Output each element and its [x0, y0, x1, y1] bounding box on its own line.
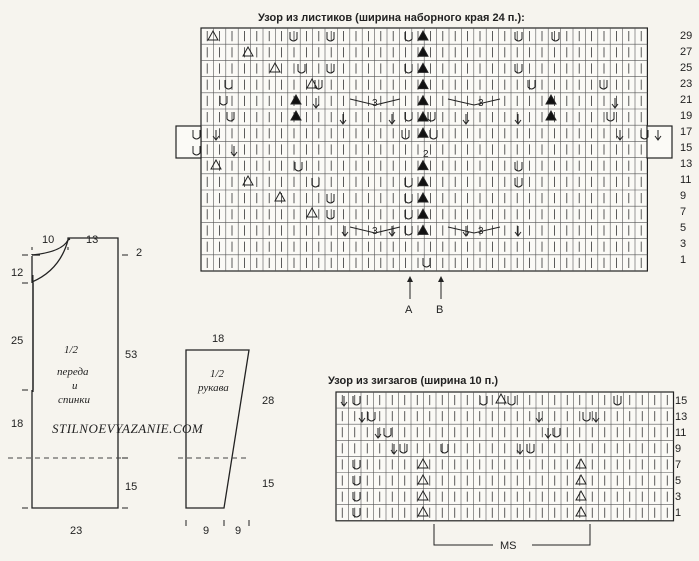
- chart1-row-29: 29: [680, 30, 693, 42]
- chart2-row-15: 15: [675, 395, 688, 407]
- body-neck-depth: 12: [11, 267, 24, 279]
- chart1-row-23: 23: [680, 78, 693, 90]
- chart1-title: Узор из листиков (ширина наборного края 24 п.):: [258, 12, 525, 24]
- chart1-cable-number-right-bottom: 3: [478, 226, 484, 237]
- chart1-center-numeral: 2: [423, 149, 429, 160]
- body-top-right: 13: [86, 234, 99, 246]
- marker-a-label: A: [405, 304, 413, 316]
- body-total-height: 53: [125, 349, 138, 361]
- sleeve-name-1: 1/2: [210, 368, 225, 380]
- sleeve-name-2: рукава: [198, 382, 229, 394]
- chart2-row-1: 1: [675, 507, 682, 519]
- body-schematic: [8, 234, 142, 537]
- chart1-row-7: 7: [680, 206, 687, 218]
- body-side-lower: 18: [11, 418, 24, 430]
- body-width: 23: [70, 525, 83, 537]
- sleeve-bottom-right: 9: [235, 525, 242, 537]
- chart2-repeat-bracket: [434, 524, 590, 552]
- repeat-label: MS: [500, 540, 517, 552]
- body-name-2: переда: [57, 366, 89, 378]
- chart2-row-13: 13: [675, 411, 688, 423]
- chart2-row-numbers: [675, 395, 687, 519]
- chart1-row-17: 17: [680, 126, 693, 138]
- chart1-row-27: 27: [680, 46, 693, 58]
- chart1-row-5: 5: [680, 222, 687, 234]
- chart1-marker-b: [436, 276, 444, 316]
- marker-b-label: B: [436, 304, 444, 316]
- chart1-marker-a: [405, 276, 413, 316]
- body-name-4: спинки: [58, 394, 90, 406]
- chart1-row-15: 15: [680, 142, 693, 154]
- chart1-row-19: 19: [680, 110, 693, 122]
- chart1-row-21: 21: [680, 94, 693, 106]
- body-armhole: 25: [11, 335, 24, 347]
- chart1-row-25: 25: [680, 62, 693, 74]
- chart1-row-9: 9: [680, 190, 687, 202]
- chart1-row-1: 1: [680, 254, 687, 266]
- chart2-row-3: 3: [675, 491, 682, 503]
- chart2-row-5: 5: [675, 475, 682, 487]
- watermark: STILNOEVYAZANIE.COM: [52, 421, 204, 436]
- body-name-3: и: [72, 380, 78, 392]
- sleeve-top: 18: [212, 333, 225, 345]
- chart2-title: Узор из зигзагов (ширина 10 п.): [328, 375, 499, 387]
- chart1-left-extension: [176, 126, 201, 158]
- chart1-cable-number-left-bottom: 3: [372, 226, 378, 237]
- chart1-row-11: 11: [680, 174, 692, 186]
- chart1-row-numbers: [680, 30, 692, 266]
- chart2-grid: [336, 392, 674, 521]
- sleeve-lower: 15: [262, 478, 275, 490]
- chart1-cable-number-right-top: 3: [478, 98, 484, 109]
- body-top-left: 10: [42, 234, 55, 246]
- chart2-row-11: 11: [675, 427, 687, 439]
- chart1-cable-number-left-top: 3: [372, 98, 378, 109]
- chart1-row-13: 13: [680, 158, 693, 170]
- chart1-right-extension: [647, 126, 672, 158]
- sleeve-upper: 28: [262, 395, 275, 407]
- body-name-1: 1/2: [64, 344, 79, 356]
- chart2-row-7: 7: [675, 459, 682, 471]
- chart1-row-3: 3: [680, 238, 687, 250]
- chart2-row-9: 9: [675, 443, 682, 455]
- body-lower: 15: [125, 481, 138, 493]
- body-shoulder: 2: [136, 247, 143, 259]
- sleeve-bottom-left: 9: [203, 525, 210, 537]
